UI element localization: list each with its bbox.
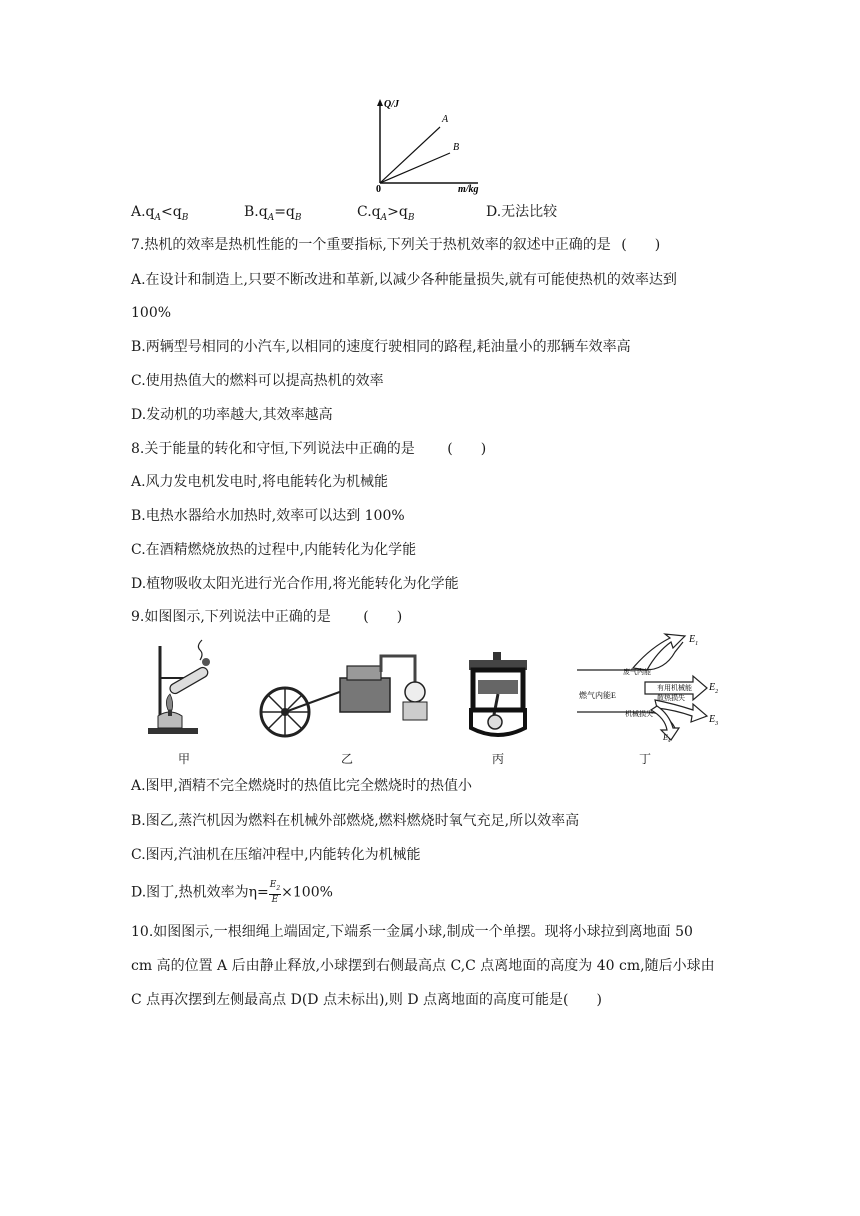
crankshaft [488, 715, 502, 729]
stopper [202, 658, 210, 666]
y-axis-arrow [377, 99, 383, 106]
label-e4: $E_4$ [663, 733, 671, 744]
valve-chest [347, 666, 381, 680]
label-a: A [442, 114, 449, 125]
label-waste-heat: 废气内能 [623, 668, 651, 676]
line-a [380, 127, 440, 183]
efficiency-fraction: $\frac{E_2}{E}$ [269, 880, 281, 905]
label-b: B [453, 142, 460, 153]
q9-option-a: A.图甲,酒精不完全燃烧时的热值比完全燃烧时的热值小 [131, 778, 473, 794]
caption-ding: 丁 [639, 752, 652, 766]
label-e1: $E_1$ [689, 634, 699, 647]
q10-stem-line-1: 10.如图图示,一根细绳上端固定,下端系一金属小球,制成一个单摆。现将小球拉到离地面 50 [131, 924, 693, 940]
x-axis-label: m/kg [458, 184, 479, 195]
caption-bing: 丙 [492, 752, 505, 766]
q6-option-a: $A.q_A<q_B$ [131, 204, 189, 223]
q7-option-d: D.发动机的功率越大,其效率越高 [131, 407, 333, 423]
figure-bing [463, 650, 533, 740]
label-useful-work: 有用机械能 [657, 684, 692, 692]
q8-option-c: C.在酒精燃烧放热的过程中,内能转化为化学能 [131, 542, 417, 558]
q7-option-a-cont: 100% [131, 305, 172, 321]
label-mech-loss: 机械损失 [625, 710, 653, 718]
q7-answer-bracket: ( ) [621, 237, 661, 253]
figure-yi [255, 650, 435, 740]
y-axis-label: Q/J [384, 99, 399, 110]
q7-option-c: C.使用热值大的燃料可以提高热机的效率 [131, 373, 384, 389]
q10-stem-line-3: C 点再次摆到左侧最高点 D(D 点未标出),则 D 点离地面的高度可能是( ) [131, 992, 602, 1008]
q9-stem: 9.如图图示,下列说法中正确的是 ( ) [131, 609, 403, 625]
flame [166, 694, 172, 710]
q6-option-c: $C.q_A>q_B$ [357, 204, 415, 223]
figure-ding [575, 630, 720, 744]
q6-option-b: $B.q_A=q_B$ [244, 204, 302, 223]
q10-stem-line-2: cm 高的位置 A 后由静止释放,小球摆到右侧最高点 C,C 点离地面的高度为 40 cm,随后小球由 [131, 958, 715, 974]
flow-main [577, 642, 683, 670]
label-e2: $E_2$ [709, 682, 719, 695]
q7-option-a: A.在设计和制造上,只要不断改进和革新,以减少各种能量损失,就有可能使热机的效率达到 [131, 272, 677, 288]
boiler [403, 702, 427, 720]
connecting-rod [285, 690, 345, 712]
q9-option-d: D.图丁,热机效率为η= $\frac{E_2}{E}$ ×100% [131, 880, 333, 905]
label-fuel-energy: 燃气内能E [579, 691, 616, 700]
arrow-e1 [633, 634, 685, 670]
steam [198, 640, 202, 660]
q7-stem: 7.热机的效率是热机性能的一个重要指标,下列关于热机效率的叙述中正确的是 ( ) [131, 237, 661, 253]
q9-answer-bracket: ( ) [363, 609, 403, 625]
label-e3: $E_3$ [709, 714, 719, 727]
stand-base [148, 728, 198, 734]
q8-stem: 8.关于能量的转化和守恒,下列说法中正确的是 ( ) [131, 441, 487, 457]
label-heat-loss: 散热损失 [657, 694, 685, 702]
caption-yi: 乙 [341, 752, 354, 766]
figure-jia [140, 640, 220, 740]
q6-graph [370, 95, 500, 195]
boiler-gauge [405, 682, 425, 702]
caption-jia: 甲 [178, 752, 191, 766]
q8-option-a: A.风力发电机发电时,将电能转化为机械能 [131, 474, 389, 490]
line-b [380, 153, 450, 183]
q8-option-b: B.电热水器给水加热时,效率可以达到 100% [131, 508, 405, 524]
origin-label: 0 [376, 184, 381, 195]
cylinder [340, 678, 390, 712]
q8-answer-bracket: ( ) [447, 441, 487, 457]
q9-option-c: C.图丙,汽油机在压缩冲程中,内能转化为机械能 [131, 847, 421, 863]
q6-option-d: D.无法比较 [486, 204, 558, 220]
test-tube [168, 666, 209, 696]
piston [478, 680, 518, 694]
q7-option-b: B.两辆型号相同的小汽车,以相同的速度行驶相同的路程,耗油量小的那辆车效率高 [131, 339, 631, 355]
q9-option-b: B.图乙,蒸汽机因为燃料在机械外部燃烧,燃料燃烧时氧气充足,所以效率高 [131, 813, 580, 829]
q8-option-d: D.植物吸收太阳光进行光合作用,将光能转化为化学能 [131, 576, 459, 592]
lamp-wick [168, 710, 172, 716]
